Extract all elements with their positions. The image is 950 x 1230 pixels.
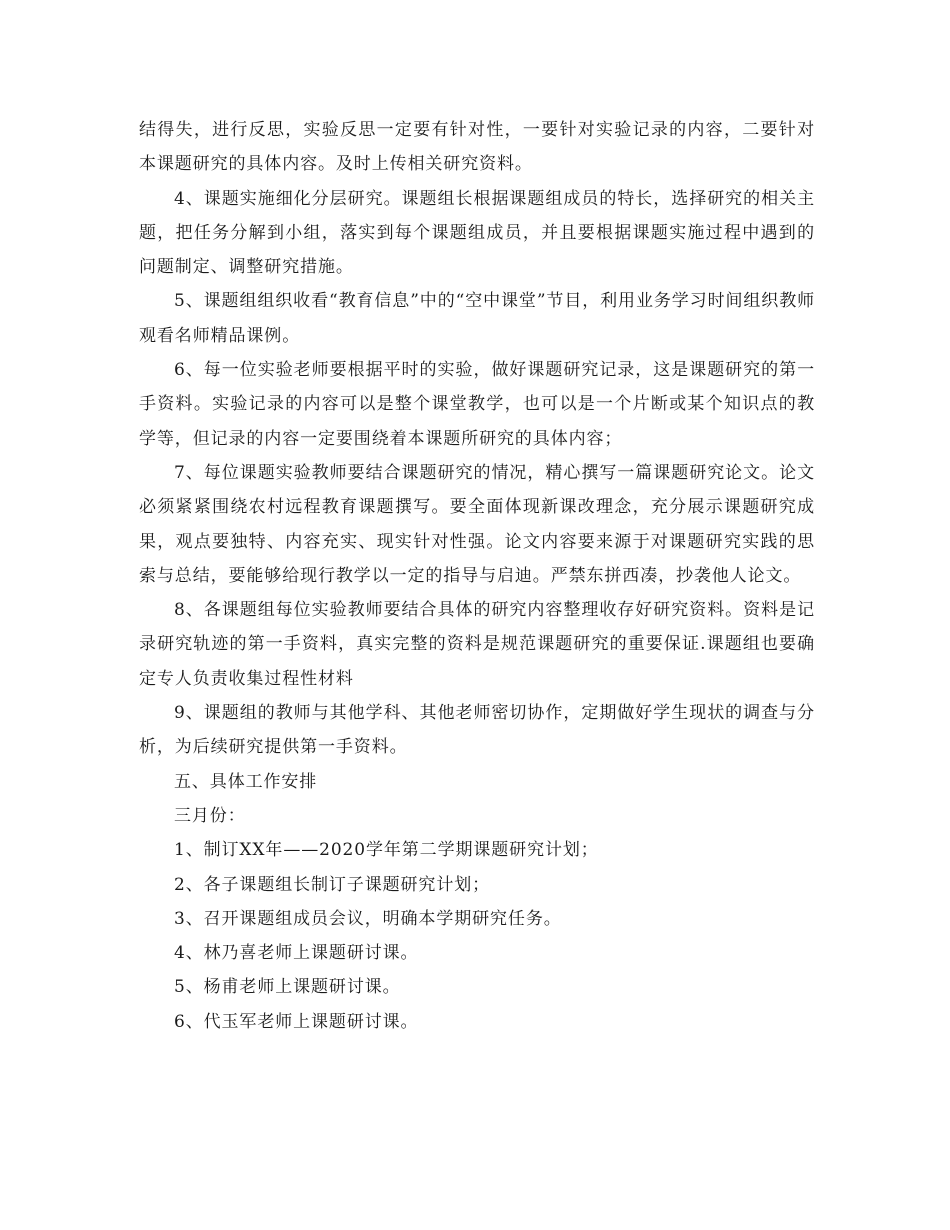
- schedule-item: 5、杨甫老师上课题研讨课。: [174, 977, 401, 998]
- document-body: [139, 113, 815, 1039]
- paragraph-item-9: 9、课题组的教师与其他学科、其他老师密切协作，定期做好学生现状的调查与分析，为后续研究提供第一手资料。: [139, 703, 815, 758]
- schedule-item: 3、召开课题组成员会议，明确本学期研究任务。: [174, 908, 562, 929]
- paragraph-item-8: 8、各课题组每位实验教师要结合具体的研究内容整理收存好研究资料。资料是记录研究轨迹的第一手资料，真实完整的资料是规范课题研究的重要保证.课题组也要确定专人负责收集过程性材料: [139, 600, 815, 689]
- paragraph-item-7: 7、每位课题实验教师要结合课题研究的情况，精心撰写一篇课题研究论文。论文必须紧紧围绕农村远程教育课题撰写。要全面体现新课改理念，充分展示课题研究成果，观点要独特、内容充实、现实针对性强。论文内容要来源于对课题研究实践的思索与总结，要能够给现行教学以一定的指导与启迪。严禁东拼西凑，抄袭他人论文。: [139, 462, 815, 586]
- schedule-item: 6、代玉军老师上课题研讨课。: [174, 1011, 419, 1032]
- paragraph-item-5: 5、课题组组织收看“教育信息”中的“空中课堂”节目，利用业务学习时间组织教师观看名师精品课例。: [139, 291, 815, 346]
- paragraph-item-6: 6、每一位实验老师要根据平时的实验，做好课题研究记录，这是课题研究的第一手资料。实验记录的内容可以是整个课堂教学，也可以是一个片断或某个知识点的教学等，但记录的内容一定要围绕着本课题所研究的具体内容；: [139, 360, 815, 449]
- schedule-item: 4、林乃喜老师上课题研讨课。: [174, 943, 419, 964]
- paragraph-item-4: 4、课题实施细化分层研究。课题组长根据课题组成员的特长，选择研究的相关主题，把任务分解到小组，落实到每个课题组成员，并且要根据课题实施过程中遇到的问题制定、调整研究措施。: [139, 188, 815, 278]
- month-label: 三月份：: [174, 805, 246, 826]
- schedule-item: 1、制订XX年——2020学年第二学期课题研究计划；: [174, 840, 599, 861]
- schedule-item: 2、各子课题组长制订子课题研究计划；: [174, 874, 491, 895]
- section-heading: 五、具体工作安排: [174, 771, 318, 792]
- paragraph-continuation: 结得失，进行反思，实验反思一定要有针对性，一要针对实验记录的内容，二要针对本课题研究的具体内容。及时上传相关研究资料。: [139, 120, 815, 175]
